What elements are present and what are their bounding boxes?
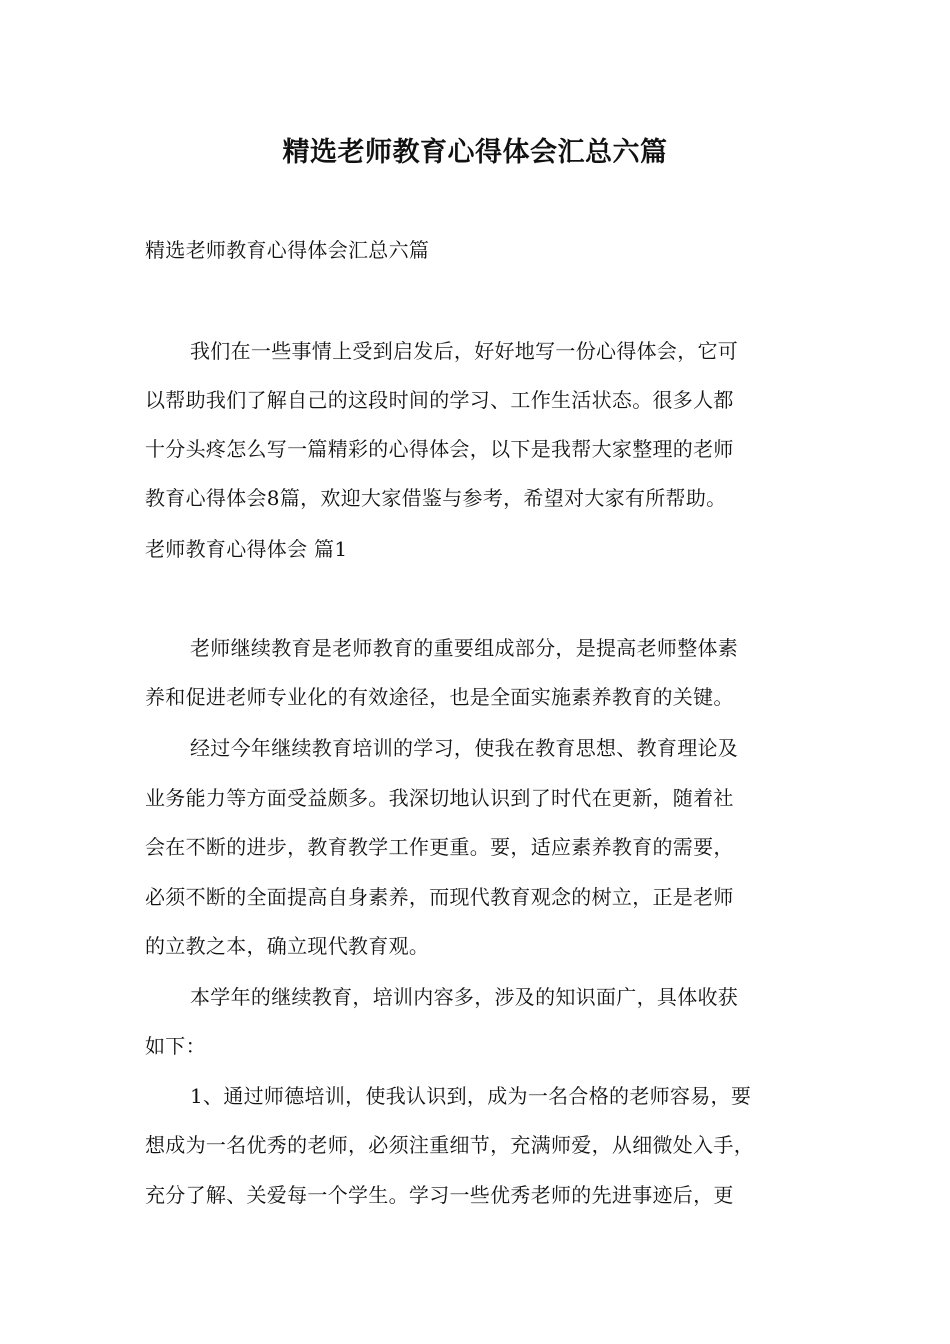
- document-subtitle: 精选老师教育心得体会汇总六篇: [145, 238, 430, 262]
- paragraph1-line-2: 养和促进老师专业化的有效途径，也是全面实施素养教育的关键。: [145, 685, 734, 709]
- paragraph2-line-3: 会在不断的进步，教育教学工作更重。要，适应素养教育的需要，: [145, 835, 734, 859]
- paragraph3-line-1: 本学年的继续教育，培训内容多，涉及的知识面广，具体收获: [190, 985, 739, 1009]
- intro-line-4: 教育心得体会8篇，欢迎大家借鉴与参考，希望对大家有所帮助。: [145, 486, 727, 510]
- paragraph2-line-2: 业务能力等方面受益颇多。我深切地认识到了时代在更新，随着社: [145, 786, 734, 810]
- section-heading: 老师教育心得体会 篇1: [145, 537, 348, 561]
- paragraph1-line-1: 老师继续教育是老师教育的重要组成部分，是提高老师整体素: [190, 636, 739, 660]
- paragraph4-line-3: 充分了解、关爱每一个学生。学习一些优秀老师的先进事迹后，更: [145, 1183, 734, 1207]
- paragraph2-line-5: 的立教之本，确立现代教育观。: [145, 934, 430, 958]
- paragraph2-line-4: 必须不断的全面提高自身素养，而现代教育观念的树立，正是老师: [145, 885, 734, 909]
- paragraph4-line-1: 1、通过师德培训，使我认识到，成为一名合格的老师容易，要: [190, 1084, 752, 1108]
- paragraph3-line-2: 如下：: [145, 1034, 206, 1058]
- paragraph4-line-2: 想成为一名优秀的老师，必须注重细节，充满师爱，从细微处入手，: [145, 1133, 754, 1157]
- intro-line-3: 十分头疼怎么写一篇精彩的心得体会，以下是我帮大家整理的老师: [145, 437, 734, 461]
- document-title: 精选老师教育心得体会汇总六篇: [282, 137, 668, 168]
- paragraph2-line-1: 经过今年继续教育培训的学习，使我在教育思想、教育理论及: [190, 736, 739, 760]
- intro-line-1: 我们在一些事情上受到启发后，好好地写一份心得体会，它可: [190, 339, 739, 363]
- intro-line-2: 以帮助我们了解自己的这段时间的学习、工作生活状态。很多人都: [145, 388, 734, 412]
